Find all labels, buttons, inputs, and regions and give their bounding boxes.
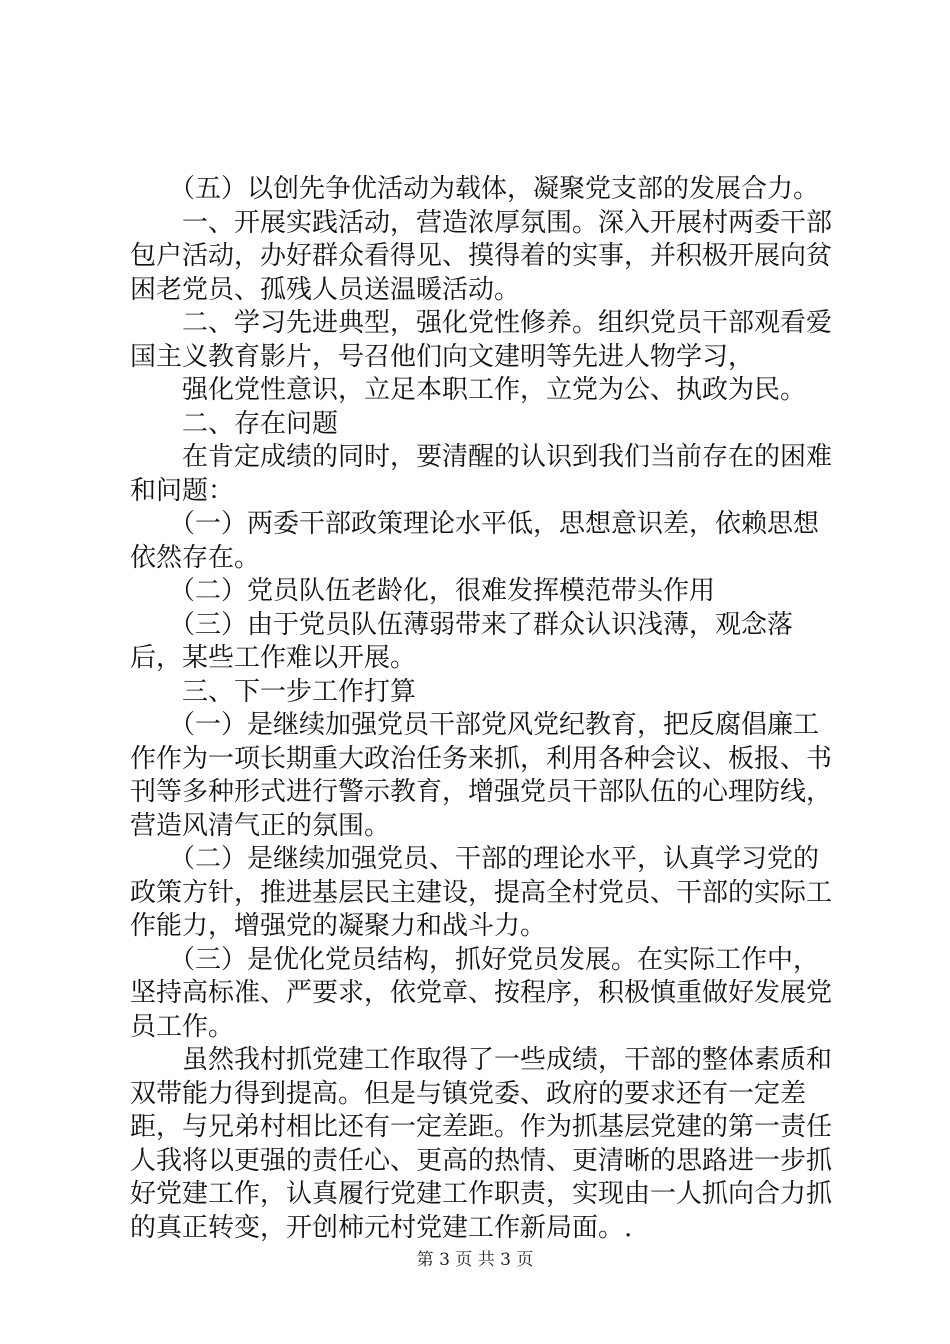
page-footer: 第 3 页 共 3 页: [416, 1250, 534, 1270]
document-body: [130, 173, 840, 1245]
paragraph-section-five: （五）以创先争优活动为载体，凝聚党支部的发展合力。: [130, 174, 820, 204]
paragraph-next-step-one: （一）是继续加强党员干部党风党纪教育，把反腐倡廉工作作为一项长期重大政治任务来抓，利用各种会议、板报、书刊等多种形式进行警示教育，增强党员干部队伍的心理防线，营造风清气正的氛围。: [130, 710, 833, 841]
heading-next-steps: 三、下一步工作打算: [130, 676, 417, 707]
paragraph-study-models: 二、学习先进典型，强化党性修养。组织党员干部观看爱国主义教育影片，号召他们向文建明等先进人物学习，: [130, 308, 833, 372]
paragraph-problem-two: （二）党员队伍老龄化，很难发挥模范带头作用: [130, 576, 716, 606]
paragraph-problems-intro: 在肯定成绩的同时，要清醒的认识到我们当前存在的困难和问题：: [130, 442, 833, 506]
paragraph-conclusion: 虽然我村抓党建工作取得了一些成绩，干部的整体素质和双带能力得到提高。但是与镇党委、政府的要求还有一定差距，与兄弟村相比还有一定差距。作为抓基层党建的第一责任人我将以更强的责任心、更高的热情、更清晰的思路进一步抓好党建工作，认真履行党建工作职责，实现由一人抓向合力抓的真正转变，开创柿元村党建工作新局面。.: [130, 1045, 833, 1243]
paragraph-party-awareness: 强化党性意识，立足本职工作，立党为公、执政为民。: [130, 375, 807, 405]
heading-existing-problems: 二、存在问题: [130, 408, 339, 439]
paragraph-next-step-two: （二）是继续加强党员、干部的理论水平，认真学习党的政策方针，推进基层民主建设，提高全村党员、干部的实际工作能力，增强党的凝聚力和战斗力。: [130, 844, 833, 941]
paragraph-next-step-three: （三）是优化党员结构，抓好党员发展。在实际工作中，坚持高标准、严要求，依党章、按程序，积极慎重做好发展党员工作。: [130, 944, 833, 1042]
paragraph-problem-three: （三）由于党员队伍薄弱带来了群众认识浅薄，观念落后，某些工作难以开展。: [130, 609, 794, 673]
paragraph-problem-one: （一）两委干部政策理论水平低，思想意识差，依赖思想依然存在。: [130, 509, 820, 573]
paragraph-practice-activities: 一、开展实践活动，营造浓厚氛围。深入开展村两委干部包户活动，办好群众看得见、摸得着的实事，并积极开展向贫困老党员、孤残人员送温暖活动。: [130, 207, 833, 305]
